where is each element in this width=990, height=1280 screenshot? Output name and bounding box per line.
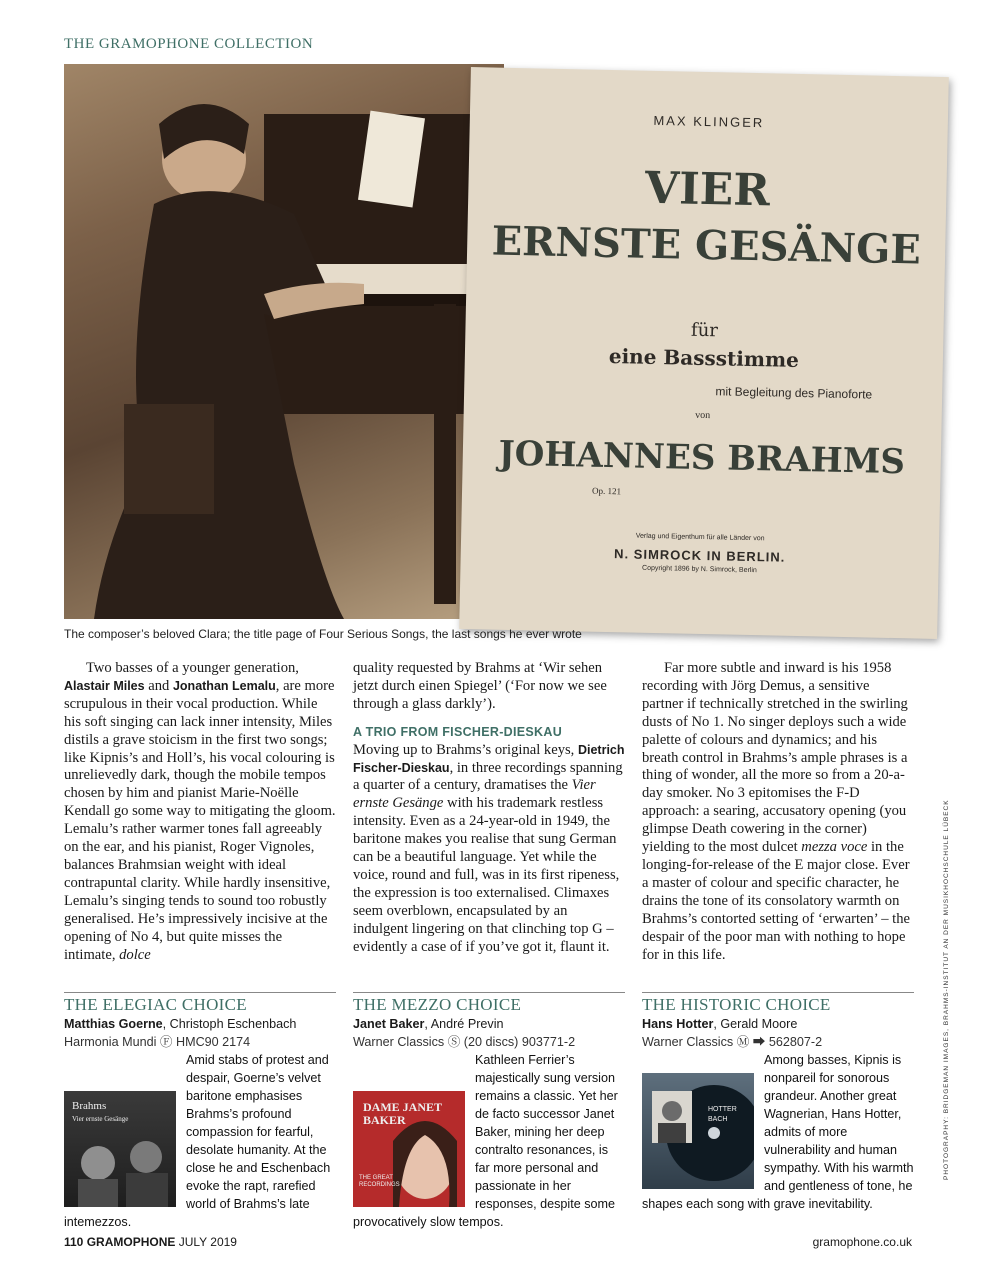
col1-text-a: Two basses of a younger generation, [86, 660, 299, 676]
divider [353, 992, 625, 993]
cover-subtitle: Vier ernste Gesänge [72, 1115, 129, 1123]
album-cover-baker[interactable] [353, 1091, 465, 1207]
col3-text-a: Far more subtle and inward is his 1958 recording with Jörg Demus, a sensitive partner if technically stretched in the swirling dusts of No 1. No singer deploys such a wide palette of colours and dynamics; and his breath control in Brahms’s ample phrases is a thing of wonder, all the more so from a 20-a-day smoker. No 3 epitomises the F-D approach: a searing, accusatory opening (you glimpse Death cowering in the corner) yielding to the most dulcet [642, 660, 908, 856]
choice-elegiac [64, 996, 336, 1231]
article-column-1 [64, 660, 336, 964]
col2-text-b: , in three recordings spanning a quarter of a century, dramatises the [353, 759, 623, 794]
col2-paragraph-1: quality requested by Brahms at ‘Wir sehen jetzt durch einen Spiegel’ (‘For now we see through a glass darkly’). [353, 660, 607, 712]
choice-label: Harmonia Mundi Ⓕ HMC90 2174 [64, 1035, 251, 1049]
choice-review [64, 1051, 336, 1231]
magazine-name: GRAMOPHONE [86, 1235, 176, 1249]
choice-label: Warner Classics Ⓢ (20 discs) 903771-2 [353, 1035, 576, 1049]
issue-date: JULY 2019 [178, 1235, 237, 1249]
choice-title: THE HISTORIC CHOICE [642, 995, 831, 1014]
image-caption: The composer’s beloved Clara; the title page of Four Serious Songs, the last songs he ever wrote [64, 627, 582, 641]
score-copyright: Copyright 1896 by N. Simrock, Berlin [642, 564, 757, 575]
score-title-page [459, 67, 949, 639]
choice-partner: , Christoph Eschenbach [162, 1017, 297, 1031]
col1-dolce: dolce [119, 946, 151, 963]
choice-partner: , André Previn [424, 1017, 504, 1031]
divider [642, 992, 914, 993]
website-link[interactable]: gramophone.co.uk [812, 1235, 912, 1249]
col1-text-c: , are more scrupulous in their vocal production. While his soft singing can lack inner intensity, Miles distils a grave stoicism in the first two songs; like Kipnis’s and Holl’s, his vocal colouring is unrelievedly dark, though the mobile tempos chosen by him and pianist Marie-Noëlle Kendall go some way to mitigating the gloom. Lemalu’s rather warmer tones fall agreeably on the ear, and his pianist, Roger Vignoles, balances Brahmsian weight with ideal contrapuntal clarity. While hardly insensitive, Lemalu’s singing tends to sound too robustly generalised. He’s impressively incisive at the opening of No 4, but quite misses the intimate, [64, 677, 336, 963]
col2-paragraph-2 [353, 742, 625, 957]
col1-paragraph [64, 660, 336, 964]
choice-artist-name: Hans Hotter [642, 1017, 714, 1031]
col3-mezza-voce: mezza voce [801, 839, 868, 856]
cover-subtitle: THE GREAT RECORDINGS [359, 1175, 400, 1188]
choice-review [642, 1051, 914, 1213]
artist-name-miles: Alastair Miles [64, 678, 145, 693]
album-cover-goerne[interactable] [64, 1091, 176, 1207]
choice-title: THE ELEGIAC CHOICE [64, 995, 247, 1014]
choice-review-text: Kathleen Ferrier’s majestically sung version remains a classic. Yet her de facto successor Janet Baker, mining her deep contralto resonances, is far more personal and passionate in her responses, despite some provocatively slow tempos. [353, 1053, 618, 1229]
choice-historic [642, 996, 914, 1213]
choice-review-text: Amid stabs of protest and despair, Goerne’s velvet baritone emphasises Brahms’s profound compassion for fearful, desolate humanity. At the close he and Eschenbach evoke the rapt, rarefied world of Brahms’s late intemezzos. [64, 1053, 331, 1229]
section-head: THE GRAMOPHONE COLLECTION [64, 36, 314, 52]
score-mit: mit Begleitung des Pianoforte [715, 384, 873, 402]
choice-partner: , Gerald Moore [713, 1017, 798, 1031]
score-vier: VIER [644, 162, 771, 217]
choice-artist [353, 1015, 625, 1033]
choice-artist [64, 1015, 336, 1033]
score-von: von [695, 409, 711, 422]
article-column-2 [353, 660, 625, 957]
artist-name-fischer-dieskau: Dietrich Fischer-Dieskau [353, 742, 625, 775]
choice-label: Warner Classics Ⓜ ⮕ 562807-2 [642, 1035, 823, 1049]
score-eine-bassstimme: eine Bassstimme [608, 344, 800, 372]
choice-title: THE MEZZO CHOICE [353, 995, 522, 1014]
photo-credit: PHOTOGRAPHY: BRIDGEMAN IMAGES, BRAHMS-INSTITUT AN DER MUSIKHOCHSCHULE LÜBECK [943, 799, 950, 1180]
subhead-fischer-dieskau: A TRIO FROM FISCHER-DIESKAU [353, 724, 563, 739]
col2-text-a: Moving up to Brahms’s original keys, [353, 741, 578, 758]
article-column-3 [642, 660, 914, 964]
col3-text-b: in the longing-for-release of the E major close. Ever a master of colour and specific character, he drains the tone of its consolatory warmth on Brahms’s contorted setting of ‘erwarten’ – the despair of the poor man with nothing to hope for in this life. [642, 839, 911, 963]
choice-review-text: Among basses, Kipnis is nonpareil for sonorous grandeur. Another great Wagnerian, Hans Hotter, admits of more vulnerability and human sympathy. With his warmth and gentleness of tone, he shapes each song with grave inevitability. [642, 1053, 914, 1211]
choice-artist-name: Matthias Goerne [64, 1017, 163, 1031]
col2-text-c: with his trademark restless intensity. Even as a 24-year-old in 1949, the baritone makes you realise that sung German can be a beautiful language. Yet while the voice, round and full, was in its first ripeness, the expression is too externalised. Climaxes seem overblown, encapsulated by an indulgent lingering on that clinching top G – evidently a case of if you’ve got it, flaunt it. [353, 795, 620, 955]
score-opus: Op. 121 [591, 485, 622, 497]
cover-title: DAME JANET BAKER [363, 1100, 442, 1127]
col3-paragraph [642, 660, 914, 964]
score-publisher: N. SIMROCK IN BERLIN. [613, 546, 786, 565]
score-klinger: MAX KLINGER [653, 112, 765, 131]
choice-mezzo [353, 996, 625, 1231]
divider [64, 992, 336, 993]
cover-subtitle: BACH [708, 1116, 728, 1123]
score-ernste-gesange: ERNSTE GESÄNGE [491, 217, 922, 274]
score-verlag: Verlag und Eigenthum für alle Länder von [635, 532, 765, 543]
page-number: 110 [64, 1235, 84, 1249]
artist-name-lemalu: Jonathan Lemalu [172, 678, 276, 693]
choice-artist-name: Janet Baker [353, 1017, 425, 1031]
score-composer: JOHANNES BRAHMS [498, 433, 906, 483]
choice-review [353, 1051, 625, 1231]
clara-schumann-photo [64, 64, 504, 619]
album-cover-hotter[interactable] [642, 1073, 754, 1189]
choice-artist [642, 1015, 914, 1033]
col2-work-title: Vier ernste Gesänge [353, 777, 596, 812]
cover-title: HOTTER [708, 1106, 737, 1113]
footer-left [64, 1235, 237, 1249]
score-fur: für [690, 319, 719, 342]
col1-text-b: and [144, 677, 173, 694]
cover-title: Brahms [72, 1100, 107, 1112]
